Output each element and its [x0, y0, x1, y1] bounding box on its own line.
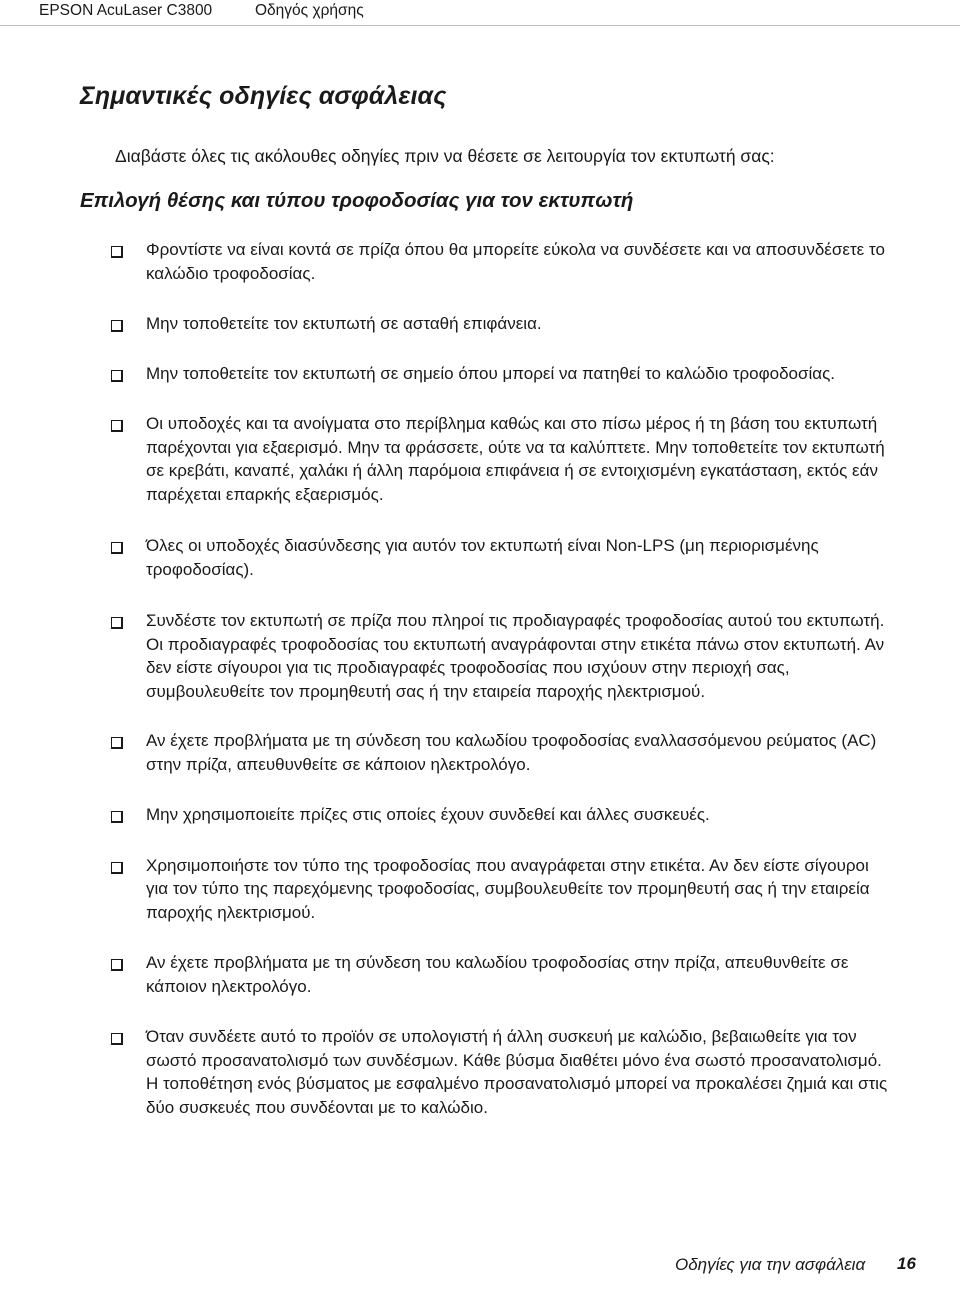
list-item-text: Μην χρησιμοποιείτε πρίζες στις οποίες έχουν συνδεθεί και άλλες συσκευές.: [146, 805, 710, 824]
list-item-text: Μην τοποθετείτε τον εκτυπωτή σε ασταθή επιφάνεια.: [146, 314, 542, 333]
list-item-text: Οι υποδοχές και τα ανοίγματα στο περίβλημα καθώς και στο πίσω μέρος ή τη βάση του εκτυπωτή παρέχονται για εξαερισμό. Μην τα φράσσετε, ούτε να τα καλύπτετε. Μην τοποθετείτε τον εκτυπωτή σε κρεβάτι, καναπέ, χαλάκι ή άλλη παρόμοια επιφάνεια ή σε εντοιχισμένη εγκατάσταση, εκτός εάν παρέχεται επαρκής εξαερισμός.: [146, 414, 885, 504]
checkbox-bullet-icon: [111, 959, 123, 971]
checkbox-bullet-icon: [111, 370, 123, 382]
checkbox-bullet-icon: [111, 1033, 123, 1045]
checkbox-bullet-icon: [111, 420, 123, 432]
list-item: [110, 803, 890, 827]
checkbox-bullet-icon: [111, 246, 123, 258]
list-item-text: Φροντίστε να είναι κοντά σε πρίζα όπου θα μπορείτε εύκολα να συνδέσετε και να αποσυνδέσετε το καλώδιο τροφοδοσίας.: [146, 240, 885, 283]
footer-section-label: Οδηγίες για την ασφάλεια: [675, 1255, 866, 1274]
list-item: [110, 412, 890, 506]
list-item: [110, 729, 890, 776]
checkbox-bullet-icon: [111, 617, 123, 629]
section-title: Επιλογή θέσης και τύπου τροφοδοσίας για τον εκτυπωτή: [80, 189, 634, 212]
intro-text: Διαβάστε όλες τις ακόλουθες οδηγίες πριν να θέσετε σε λειτουργία τον εκτυπωτή σας:: [115, 146, 775, 166]
running-header: [0, 0, 960, 26]
list-item: [110, 362, 890, 386]
list-item-text: Χρησιμοποιήστε τον τύπο της τροφοδοσίας που αναγράφεται στην ετικέτα. Αν δεν είστε σίγουροι για τον τύπο της παρεχόμενης τροφοδοσίας, συμβουλευθείτε τον προμηθευτή σας ή την εταιρεία παροχής ηλεκτρισμού.: [146, 855, 870, 922]
page-number: 16: [897, 1254, 916, 1273]
product-name: EPSON AcuLaser C3800: [39, 2, 213, 19]
checkbox-bullet-icon: [111, 737, 123, 749]
manual-name: Οδηγός χρήσης: [255, 2, 364, 19]
checkbox-bullet-icon: [111, 811, 123, 823]
list-item-text: Όλες οι υποδοχές διασύνδεσης για αυτόν τον εκτυπωτή είναι Non-LPS (μη περιορισμένης τροφοδοσίας).: [146, 536, 819, 579]
list-item-text: Μην τοποθετείτε τον εκτυπωτή σε σημείο όπου μπορεί να πατηθεί το καλώδιο τροφοδοσίας.: [146, 363, 836, 383]
checkbox-bullet-icon: [111, 862, 123, 874]
list-item-text: Αν έχετε προβλήματα με τη σύνδεση του καλωδίου τροφοδοσίας εναλλασσόμενου ρεύματος (AC) στην πρίζα, απευθυνθείτε σε κάποιον ηλεκτρολόγο.: [146, 731, 877, 774]
page-title: Σημαντικές οδηγίες ασφάλειας: [80, 82, 447, 110]
list-item-text: Όταν συνδέετε αυτό το προϊόν σε υπολογιστή ή άλλη συσκευή με καλώδιο, βεβαιωθείτε για τον σωστό προσανατολισμό των συνδέσμων. Κάθε βύσμα διαθέτει μόνο ένα σωστό προσανατολισμό. Η τοποθέτηση ενός βύσματος με εσφαλμένο προσανατολισμό μπορεί να προκαλέσει ζημιά και στις δύο συσκευές που συνδέονται με το καλώδιο.: [146, 1027, 888, 1117]
list-item: [110, 854, 890, 925]
list-item: [110, 609, 890, 703]
list-item-text: Αν έχετε προβλήματα με τη σύνδεση του καλωδίου τροφοδοσίας στην πρίζα, απευθυνθείτε σε κάποιον ηλεκτρολόγο.: [146, 953, 849, 996]
list-item: [110, 1025, 890, 1119]
list-item: [110, 312, 890, 336]
list-item-text: Συνδέστε τον εκτυπωτή σε πρίζα που πληροί τις προδιαγραφές τροφοδοσίας αυτού του εκτυπωτή. Οι προδιαγραφές τροφοδοσίας του εκτυπωτή αναγράφονται στην ετικέτα πάνω στον εκτυπωτή. Αν δεν είστε σίγουροι για τις προδιαγραφές τροφοδοσίας που ισχύουν στην περιοχή σας, συμβουλευθείτε τον προμηθευτή σας ή την εταιρεία παροχής ηλεκτρισμού.: [146, 611, 885, 701]
list-item: [110, 534, 890, 581]
checkbox-bullet-icon: [111, 542, 123, 554]
checkbox-bullet-icon: [111, 320, 123, 332]
list-item: [110, 238, 890, 285]
bullet-list: [110, 238, 890, 1119]
list-item: [110, 951, 890, 998]
